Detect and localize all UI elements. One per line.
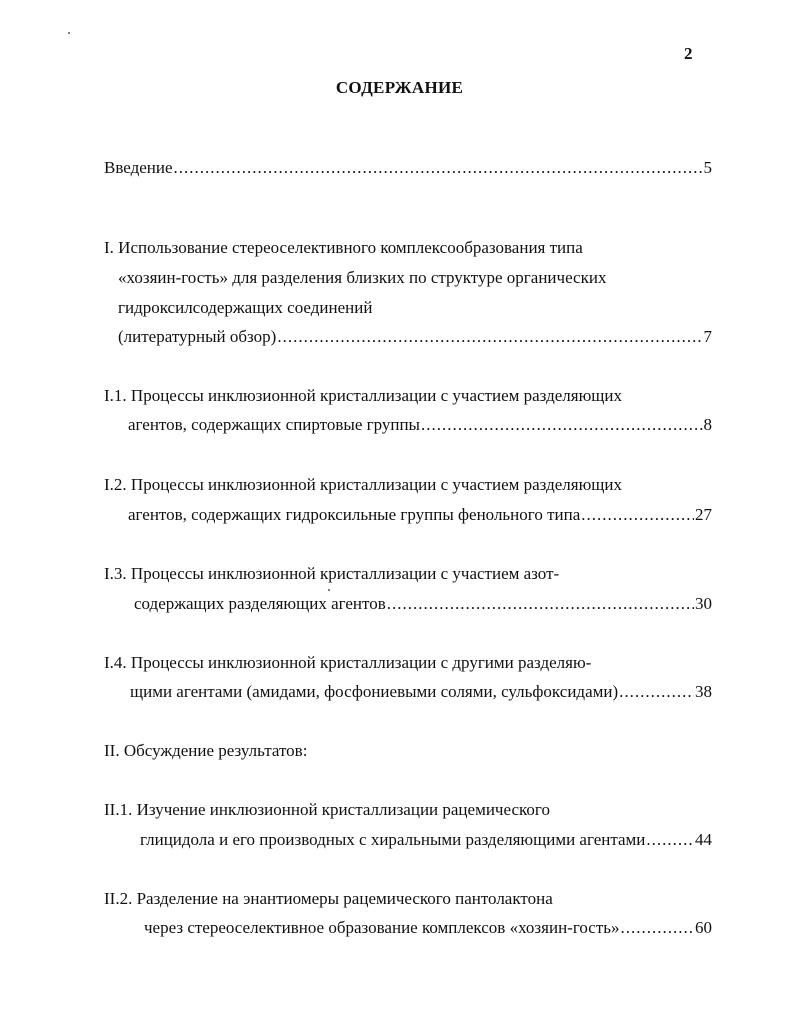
- toc-entry-label: агентов, содержащих спиртовые группы: [128, 415, 420, 434]
- scan-speck: [328, 589, 330, 591]
- toc-entry-label: через стереоселективное образование комплексов «хозяин-гость»: [144, 918, 620, 937]
- toc-section-1-1-line-1: I.1. Процессы инклюзионной кристаллизации с участием разделяющих: [104, 386, 622, 405]
- toc-entry-label: щими агентами (амидами, фосфониевыми солями, сульфоксидами): [130, 682, 619, 701]
- toc-section-1-4-line-1: I.4. Процессы инклюзионной кристаллизации с другими разделяю-: [104, 653, 592, 672]
- toc-chapter-1-line-1: I. Использование стереоселективного комплексообразования типа: [104, 238, 583, 257]
- page-number: 2: [684, 44, 693, 63]
- toc-section-1-2-line-1: I.2. Процессы инклюзионной кристаллизации с участием разделяющих: [104, 475, 622, 494]
- toc-section-2-1-line-1: II.1. Изучение инклюзионной кристаллизации рацемического: [104, 800, 550, 819]
- toc-page-number: 27: [695, 505, 712, 524]
- toc-leader-dots: [621, 918, 694, 938]
- toc-leader-dots: [581, 505, 694, 525]
- toc-page-number: 5: [703, 158, 712, 177]
- toc-section-1-1-last-line: [128, 415, 712, 435]
- toc-section-2-2-line-1: II.2. Разделение на энантиомеры рацемического пантолактона: [104, 889, 553, 908]
- toc-section-1-4-last-line: [130, 682, 712, 702]
- toc-chapter-1-line-2: «хозяин-гость» для разделения близких по структуре органических: [118, 268, 607, 287]
- toc-entry-label: глицидола и его производных с хиральными разделяющими агентами: [140, 830, 646, 849]
- toc-section-1-3-line-1: I.3. Процессы инклюзионной кристаллизации с участием азот-: [104, 564, 560, 583]
- toc-chapter-1-last-line: [118, 327, 712, 347]
- toc-page-number: 38: [695, 682, 712, 701]
- toc-page-number: 8: [703, 415, 712, 434]
- page-title: СОДЕРЖАНИЕ: [335, 78, 464, 97]
- toc-chapter-1-line-3: гидроксилсодержащих соединений: [118, 298, 373, 317]
- toc-leader-dots: [646, 830, 694, 850]
- toc-section-1-3-last-line: [134, 594, 712, 614]
- toc-leader-dots: [387, 594, 694, 614]
- toc-section-2-1-last-line: [140, 830, 712, 850]
- toc-page-number: 60: [695, 918, 712, 937]
- toc-entry-intro: [104, 158, 712, 178]
- scan-speck: [68, 32, 70, 34]
- toc-entry-label: Введение: [104, 158, 173, 177]
- toc-leader-dots: [174, 158, 703, 178]
- toc-page-number: 30: [695, 594, 712, 613]
- toc-page-number: 7: [703, 327, 712, 346]
- toc-chapter-2: II. Обсуждение результатов:: [104, 741, 308, 760]
- toc-leader-dots: [619, 682, 694, 702]
- toc-section-2-2-last-line: [144, 918, 712, 938]
- toc-entry-label: (литературный обзор): [118, 327, 277, 346]
- toc-leader-dots: [421, 415, 703, 435]
- toc-leader-dots: [277, 327, 702, 347]
- toc-section-1-2-last-line: [128, 505, 712, 525]
- toc-entry-label: агентов, содержащих гидроксильные группы фенольного типа: [128, 505, 581, 524]
- toc-page-number: 44: [695, 830, 712, 849]
- toc-entry-label: содержащих разделяющих агентов: [134, 594, 386, 613]
